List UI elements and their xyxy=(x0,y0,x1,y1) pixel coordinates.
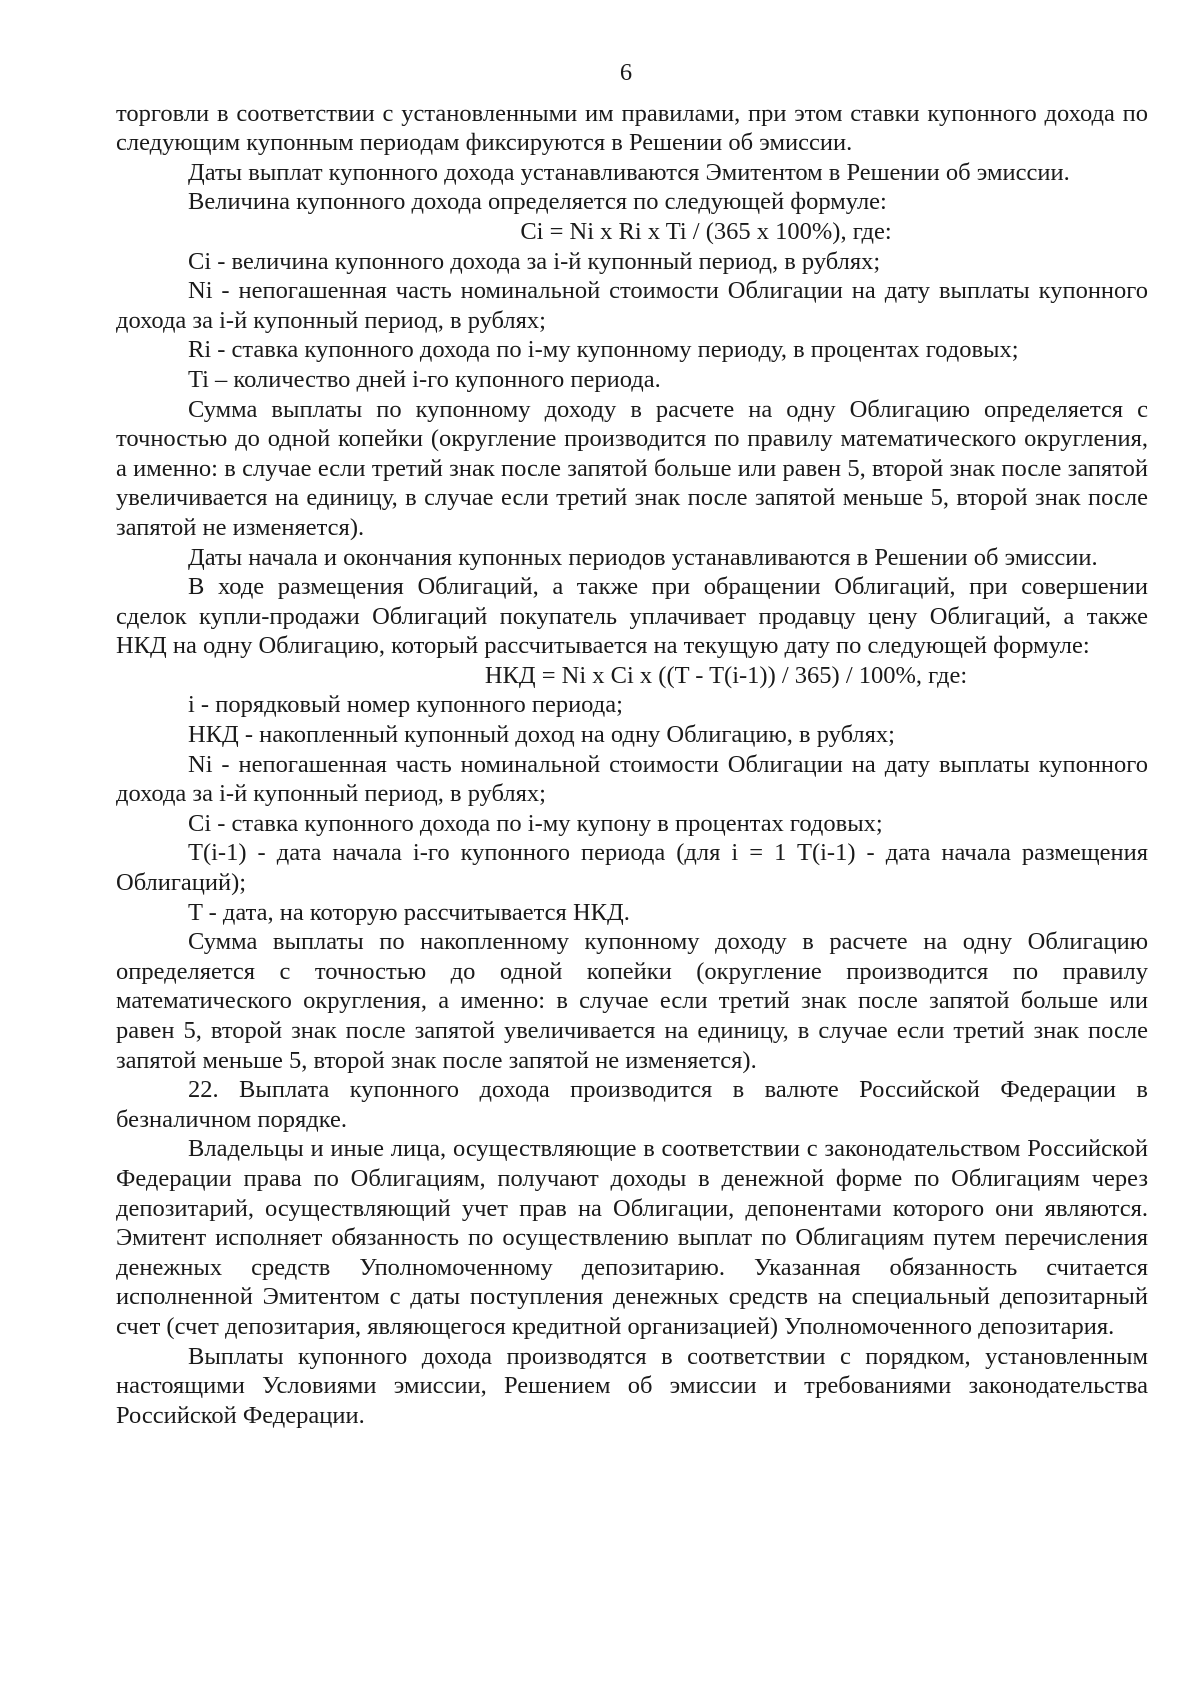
coupon-formula: Ci = Ni x Ri x Ti / (365 x 100%), где: xyxy=(520,217,892,245)
definition-t: T - дата, на которую рассчитывается НКД. xyxy=(188,898,630,926)
paragraph-payment-dates: Даты выплат купонного дохода устанавливаются Эмитентом в Решении об эмиссии. xyxy=(188,158,1070,186)
paragraph-payments-order: Выплаты купонного дохода производятся в соответствии с порядком, установленным настоящими Условиями эмиссии, Решением об эмиссии и требованиями законодательства Российской Федерации. xyxy=(116,1342,1148,1429)
definition-ci-rate: Ci - ставка купонного дохода по i-му купону в процентах годовых; xyxy=(188,809,883,837)
nkd-formula: НКД = Ni x Ci x ((T - T(i-1)) / 365) / 100%, где: xyxy=(484,661,968,689)
definition-ri: Ri - ставка купонного дохода по i-му купонному периоду, в процентах годовых; xyxy=(188,336,1019,364)
definition-ci-income: Ci - величина купонного дохода за i-й купонный период, в рублях; xyxy=(188,247,881,275)
definition-ni-nkd: Ni - непогашенная часть номинальной стоимости Облигации на дату выплаты купонного дохода за i-й купонный период, в рублях; xyxy=(116,750,1148,808)
definition-i: i - порядковый номер купонного периода; xyxy=(188,691,623,719)
definition-t-prev: T(i-1) - дата начала i-го купонного периода (для i = 1 T(i-1) - дата начала размещения Облигаций); xyxy=(116,839,1148,897)
paragraph-section-22: 22. Выплата купонного дохода производится в валюте Российской Федерации в безналичном порядке. xyxy=(116,1076,1148,1133)
paragraph-coupon-periods: Даты начала и окончания купонных периодов устанавливаются в Решении об эмиссии. xyxy=(188,543,1098,571)
definition-ni: Ni - непогашенная часть номинальной стоимости Облигации на дату выплаты купонного дохода за i-й купонный период, в рублях; xyxy=(116,277,1148,334)
definition-ti: Ti – количество дней i-го купонного периода. xyxy=(188,365,661,393)
definition-nkd: НКД - накопленный купонный доход на одну Облигацию, в рублях; xyxy=(188,721,895,749)
document-body xyxy=(116,99,1148,1431)
paragraph-owners-income: Владельцы и иные лица, осуществляющие в соответствии с законодательством Российской Федерации права по Облигациям, получают доходы в денежной форме по Облигациям через депозитарий, осуществляющий учет прав на Облигации, депонентами которого они являются. Эмитент исполняет обязанность по осуществлению выплат по Облигациям путем перечисления денежных средств Уполномоченному депозитарию. Указанная обязанность считается исполненной Эмитентом с даты поступления денежных средств на специальный депозитарный счет (счет депозитария, являющегося кредитной организацией) Уполномоченного депозитария. xyxy=(116,1135,1148,1340)
paragraph-formula-intro: Величина купонного дохода определяется по следующей формуле: xyxy=(188,188,887,216)
paragraph-continuation: торговли в соответствии с установленными им правилами, при этом ставки купонного дохода по следующим купонным периодам фиксируются в Решении об эмиссии. xyxy=(116,99,1148,157)
page-number: 6 xyxy=(619,59,633,86)
paragraph-rounding-nkd: Сумма выплаты по накопленному купонному доходу в расчете на одну Облигацию определяется с точностью до одной копейки (округление производится по правилу математического округления, а именно: в случае если третий знак после запятой больше или равен 5, второй знак после запятой увеличивается на единицу, в случае если третий знак после запятой меньше 5, второй знак после запятой не изменяется). xyxy=(116,928,1148,1074)
paragraph-nkd-intro: В ходе размещения Облигаций, а также при обращении Облигаций, при совершении сделок купли-продажи Облигаций покупатель уплачивает продавцу цену Облигаций, а также НКД на одну Облигацию, который рассчитывается на текущую дату по следующей формуле: xyxy=(116,573,1148,660)
paragraph-rounding-coupon: Сумма выплаты по купонному доходу в расчете на одну Облигацию определяется с точностью до одной копейки (округление производится по правилу математического округления, а именно: в случае если третий знак после запятой больше или равен 5, второй знак после запятой увеличивается на единицу, в случае если третий знак после запятой меньше 5, второй знак после запятой не изменяется). xyxy=(116,395,1148,541)
